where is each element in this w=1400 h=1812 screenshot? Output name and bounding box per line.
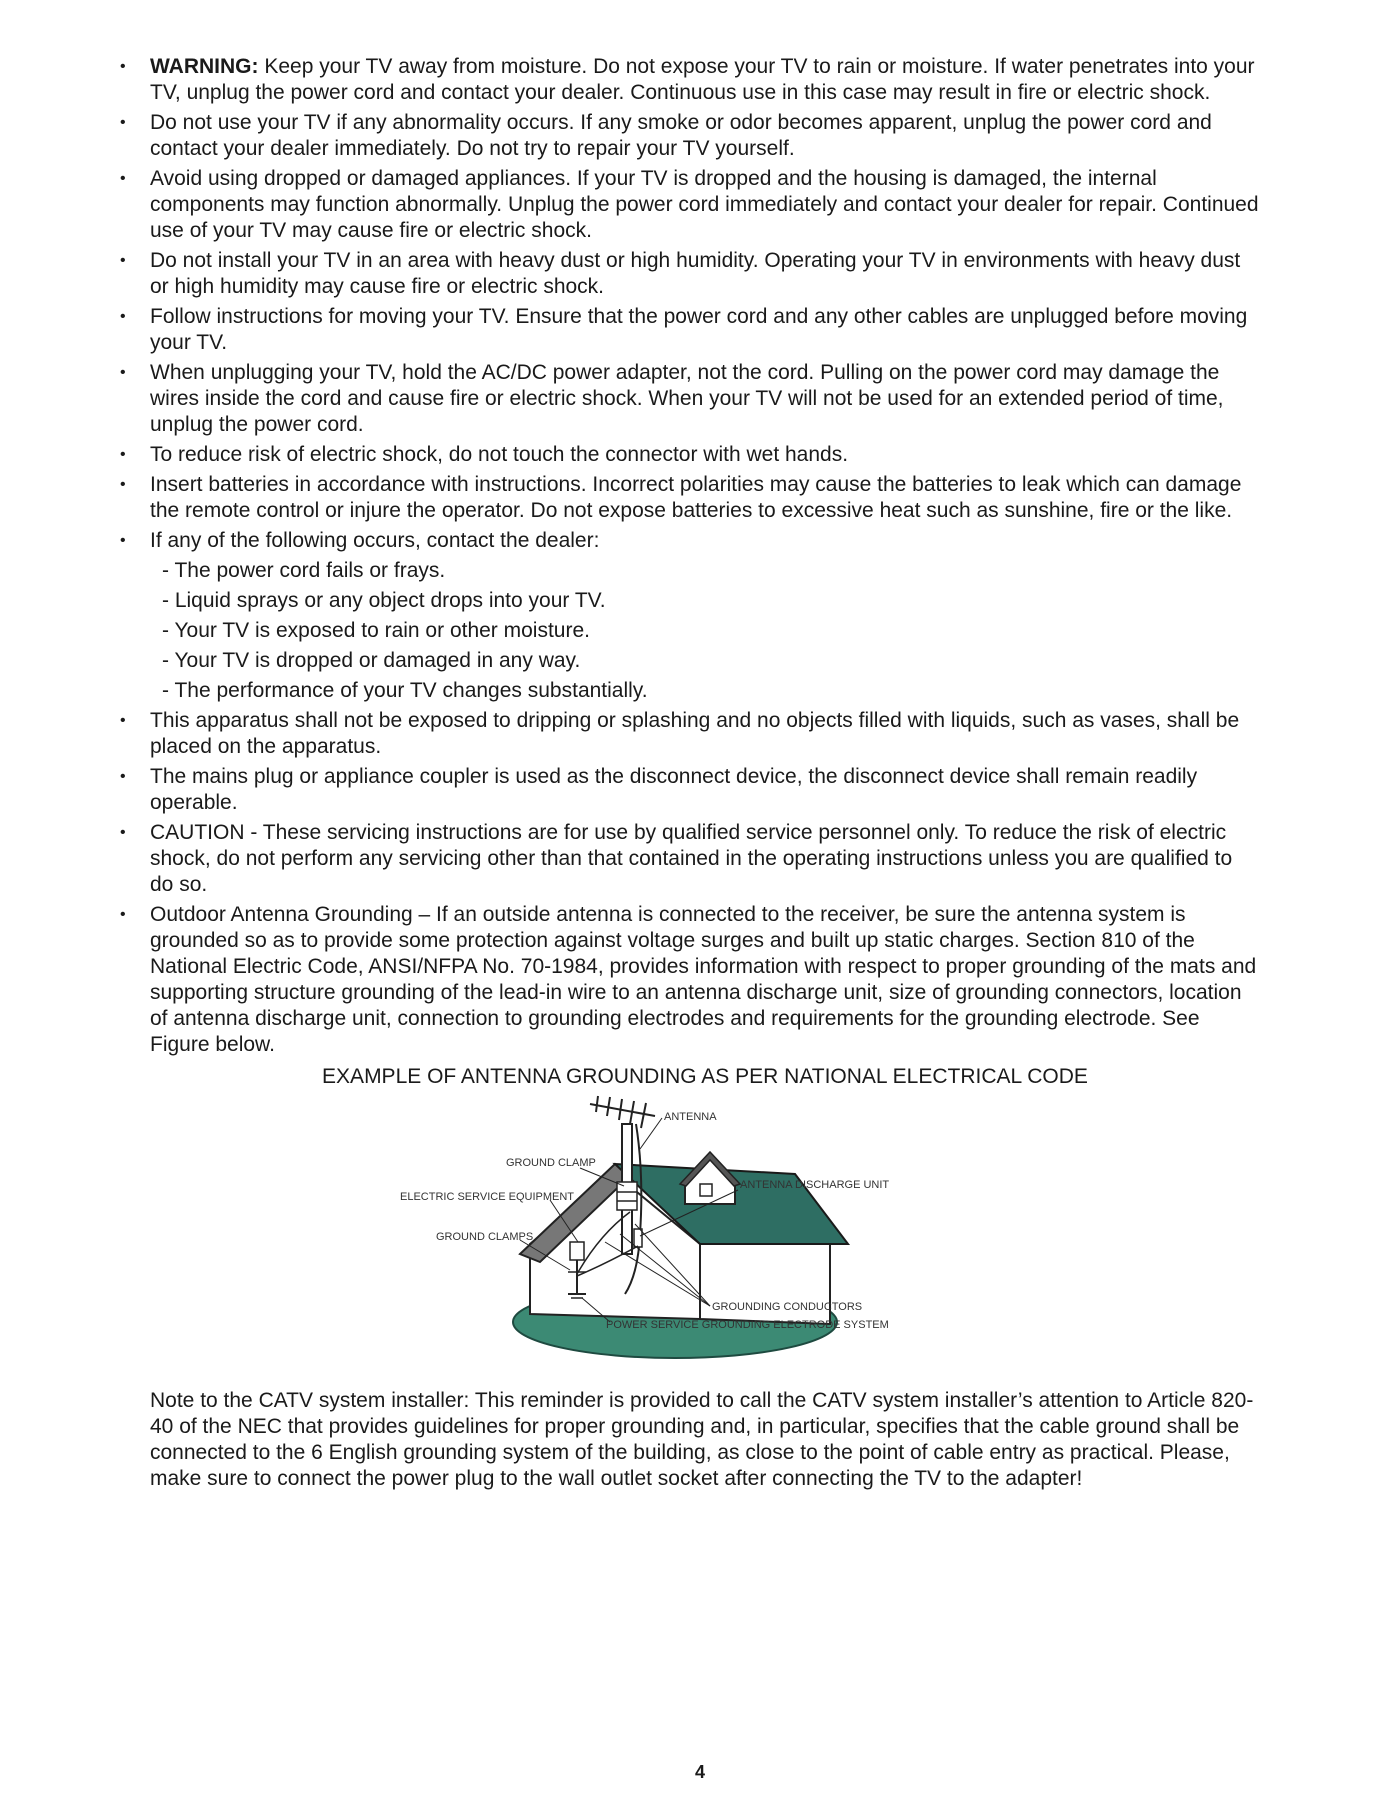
dormer <box>685 1158 735 1204</box>
label-ground-clamps: GROUND CLAMPS <box>436 1231 534 1243</box>
antenna-element <box>596 1096 598 1112</box>
ground-clamp <box>617 1182 637 1210</box>
document-body <box>120 54 1260 1492</box>
list-item <box>120 902 1260 1058</box>
list-item <box>120 110 1260 162</box>
list-item-text: Do not install your TV in an area with heavy dust or high humidity. Operating your TV in environments with heavy dust or high humidity may cause fire or electric shock. <box>150 249 1241 298</box>
contact-dealer-sublist <box>150 558 1260 704</box>
dormer-window <box>700 1184 712 1196</box>
figure-title: EXAMPLE OF ANTENNA GROUNDING AS PER NATIONAL ELECTRICAL CODE <box>322 1065 1088 1088</box>
list-item <box>120 166 1260 244</box>
warning-lead: WARNING: <box>150 55 259 78</box>
list-item <box>120 360 1260 438</box>
list-item-text: The mains plug or appliance coupler is used as the disconnect device, the disconnect device shall remain readily operable. <box>150 765 1198 814</box>
list-item-text: Follow instructions for moving your TV. Ensure that the power cord and any other cables are unplugged before moving your TV. <box>150 305 1248 354</box>
label-ground-clamp: GROUND CLAMP <box>506 1157 596 1169</box>
list-item-text: CAUTION - These servicing instructions are for use by qualified service personnel only. To reduce the risk of electric shock, do not perform any servicing other than that contained in the operating instructions unless you are qualified to do so. <box>150 821 1233 896</box>
sub-list-item: - The power cord fails or frays. <box>162 559 446 582</box>
antenna-discharge-unit <box>634 1229 642 1247</box>
sub-list-item: - The performance of your TV changes substantially. <box>162 679 648 702</box>
list-item-text: When unplugging your TV, hold the AC/DC power adapter, not the cord. Pulling on the power cord may damage the wires inside the cord and cause fire or electric shock. When your TV will not be used for an extended period of time, unplug the power cord. <box>150 361 1224 436</box>
label-grounding-conductors: GROUNDING CONDUCTORS <box>712 1301 863 1313</box>
label-antenna: ANTENNA <box>664 1111 717 1123</box>
list-item-text: Keep your TV away from moisture. Do not expose your TV to rain or moisture. If water penetrates into your TV, unplug the power cord and contact your dealer. Continuous use in this case may result in fire or electric shock. <box>150 55 1255 104</box>
sub-list-item: - Liquid sprays or any object drops into your TV. <box>162 589 606 612</box>
sub-list-item: - Your TV is dropped or damaged in any way. <box>162 649 581 672</box>
label-electric-service-equipment: ELECTRIC SERVICE EQUIPMENT <box>400 1191 574 1203</box>
list-item <box>120 820 1260 898</box>
list-item <box>120 472 1260 524</box>
antenna-element <box>641 1103 646 1128</box>
sub-list-item: - Your TV is exposed to rain or other moisture. <box>162 619 590 642</box>
list-item-text: To reduce risk of electric shock, do not touch the connector with wet hands. <box>150 443 849 466</box>
list-item <box>120 764 1260 816</box>
list-item-text: Do not use your TV if any abnormality occurs. If any smoke or odor becomes apparent, unplug the power cord and contact your dealer immediately. Do not try to repair your TV yourself. <box>150 111 1212 160</box>
antenna-grounding-diagram <box>400 1094 1000 1374</box>
label-antenna-discharge-unit: ANTENNA DISCHARGE UNIT <box>740 1179 890 1191</box>
list-item <box>120 54 1260 106</box>
list-item <box>120 708 1260 760</box>
safety-list <box>120 54 1260 1058</box>
list-item <box>120 248 1260 300</box>
list-item-text: Avoid using dropped or damaged appliances. If your TV is dropped and the housing is damaged, the internal components may function abnormally. Unplug the power cord immediately and contact your dealer for repair. Continued use of your TV may cause fire or electric shock. <box>150 167 1259 242</box>
label-power-service: POWER SERVICE GROUNDING ELECTRODE SYSTEM <box>606 1319 889 1331</box>
list-item-text: This apparatus shall not be exposed to dripping or splashing and no objects filled with liquids, such as vases, shall be placed on the apparatus. <box>150 709 1240 758</box>
list-item-text: Outdoor Antenna Grounding – If an outside antenna is connected to the receiver, be sure the antenna system is grounded so as to provide some protection against voltage surges and built up static charges. Section 810 of the National Electric Code, ANSI/NFPA No. 70-1984, provides information with respect to proper grounding of the mats and supporting structure grounding of the lead-in wire to an antenna discharge unit, size of grounding connectors, location of antenna discharge unit, connection to grounding electrodes and requirements for the grounding electrode. See Figure below. <box>150 903 1257 1056</box>
page-number: 4 <box>694 1762 705 1782</box>
list-item-text: If any of the following occurs, contact the dealer: <box>150 529 600 552</box>
list-item <box>120 304 1260 356</box>
antenna-grounding-figure <box>120 1094 1260 1374</box>
catv-installer-note: Note to the CATV system installer: This reminder is provided to call the CATV system installer’s attention to Article 820-40 of the NEC that provides guidelines for proper grounding and, in particular, specifies that the cable ground shall be connected to the 6 English grounding system of the building, as close to the point of cable entry as practical. Please, make sure to connect the power plug to the wall outlet socket after connecting the TV to the adapter! <box>150 1389 1254 1490</box>
list-item-text: Insert batteries in accordance with instructions. Incorrect polarities may cause the batteries to leak which can damage the remote control or injure the operator. Do not expose batteries to excessive heat such as sunshine, fire or the like. <box>150 473 1242 522</box>
electric-service-box <box>570 1242 584 1260</box>
list-item <box>120 442 1260 468</box>
list-item <box>120 528 1260 704</box>
